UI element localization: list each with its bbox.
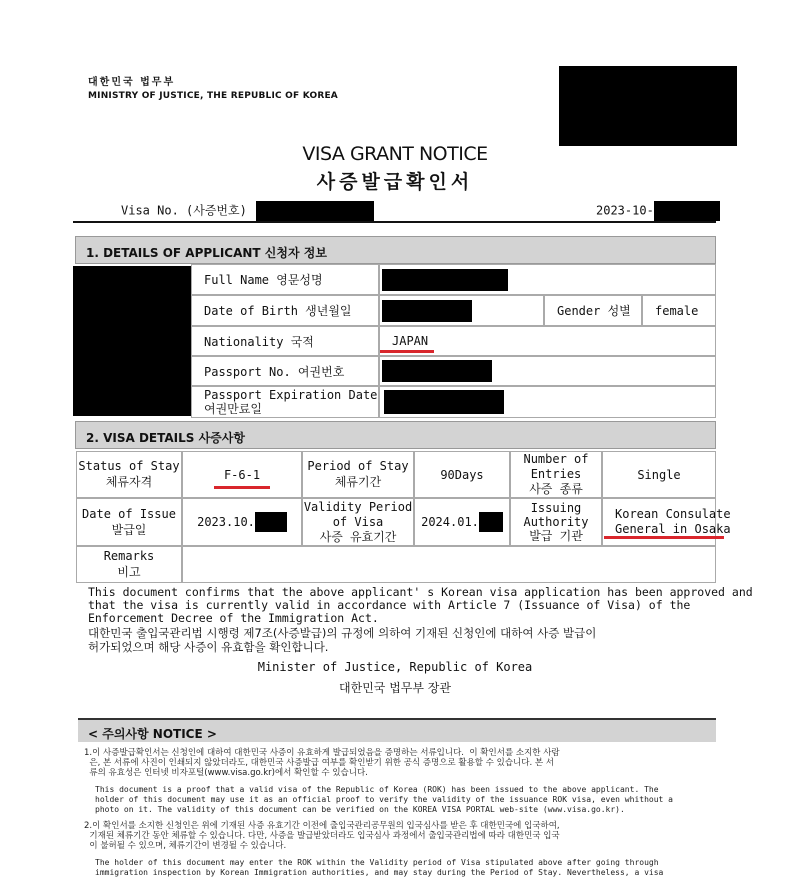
passport-expiration-label-en: Passport Expiration Date	[204, 388, 378, 402]
period-of-stay-label-ko: 체류기간	[334, 475, 382, 489]
statement-ko-line2: 허가되었으며 해당 사증이 유효함을 확인합니다.	[88, 640, 329, 654]
dob-redaction	[382, 300, 472, 322]
authority-label-ko: 발급 기관	[529, 529, 583, 543]
validity-label-ko: 사증 유효기간	[319, 529, 397, 544]
ministry-name-korean: 대한민국 법무부	[88, 77, 176, 88]
authority-label-line1: Issuing	[530, 501, 582, 515]
statement-en-line1: This document confirms that the above applicant' s Korean visa application has been approved and	[88, 585, 753, 599]
title-english: VISA GRANT NOTICE	[302, 143, 488, 165]
validity-text: 2024.01.	[421, 515, 479, 529]
section-applicant-heading: 1. DETAILS OF APPLICANT 신청자 정보	[75, 236, 716, 264]
date-of-issue-redaction	[255, 512, 287, 532]
entries-value: Single	[602, 451, 716, 498]
visa-number-redaction	[256, 201, 374, 221]
nationality-label: Nationality 국적	[191, 326, 379, 356]
section-visa-heading: 2. VISA DETAILS 사증사항	[75, 421, 716, 449]
issue-date-top	[596, 201, 720, 221]
gender-value: female	[642, 295, 716, 326]
remarks-label	[76, 546, 182, 583]
date-of-issue-label	[76, 498, 182, 546]
authority-value-line1: Korean Consulate	[615, 507, 731, 521]
notice-2-ko-line3: 이 불허될 수 있으며, 체류기간이 변경될 수 있습니다.	[84, 841, 287, 851]
date-of-issue-value	[182, 498, 302, 546]
notice-2-ko-line2: 기재된 체류기간 동안 체류할 수 있습니다. 다만, 사증을 발급받았더라도 입국심사 과정에서 출입국관리법에 따라 대한민국 입국	[84, 831, 560, 841]
notice-1-en-line2: holder of this document may use it as an official proof to verify the validity of the issuance ROK visa, even whithout a	[95, 795, 673, 804]
notice-2-ko-line1: 2.이 확인서를 소지한 신청인은 위에 기재된 사증 유효기간 이전에 출입국관리공무원의 입국심사를 받은 후 대한민국에 입국하여,	[84, 821, 560, 831]
visa-number	[121, 201, 374, 221]
passport-label: Passport No. 여권번호	[191, 356, 379, 386]
authority-label-line2: Authority	[523, 515, 589, 529]
nationality-value: JAPAN	[379, 326, 716, 356]
passport-redaction	[382, 360, 492, 382]
entries-label-ko: 사증 종류	[529, 482, 583, 496]
period-of-stay-value: 90Days	[414, 451, 510, 498]
validity-label-line2: of Visa	[332, 514, 384, 529]
photo-redacted	[73, 266, 191, 416]
status-of-stay-value: F-6-1	[182, 451, 302, 498]
entries-label	[510, 451, 602, 498]
validity-redaction	[479, 512, 503, 532]
gender-label: Gender 성별	[544, 295, 642, 326]
header-divider	[73, 221, 716, 223]
status-of-stay-label-en: Status of Stay	[78, 459, 180, 473]
entries-label-line2: Entries	[530, 467, 582, 481]
nationality-highlight	[380, 350, 434, 353]
status-of-stay-label	[76, 451, 182, 498]
notice-heading: < 주의사항 NOTICE >	[78, 718, 716, 742]
remarks-label-en: Remarks	[103, 549, 155, 563]
notice-1-ko-line3: 류의 유효성은 인터넷 비자포털(www.visa.go.kr)에서 확인할 수 있습니다.	[84, 768, 368, 778]
validity-label-line1: Validity Period	[303, 499, 413, 514]
validity-value	[414, 498, 510, 546]
dob-value	[379, 295, 544, 326]
validity-label	[302, 498, 414, 546]
issue-date-prefix: 2023-10-	[596, 203, 654, 218]
ministry-name-english: MINISTRY OF JUSTICE, THE REPUBLIC OF KOREA	[88, 91, 338, 101]
notice-1-en-line3: photo on it. The validity of this document can be verified on the KOREA VISA PORTAL web-site (www.visa.go.kr).	[95, 805, 625, 814]
passport-expiration-value	[379, 386, 716, 418]
authority-value-line2: General in Osaka	[615, 522, 731, 536]
full-name-value	[379, 264, 716, 295]
full-name-label: Full Name 영문성명	[191, 264, 379, 295]
remarks-value	[182, 546, 716, 583]
status-of-stay-label-ko: 체류자격	[105, 475, 153, 489]
barcode-redacted	[559, 66, 737, 146]
statement-en-line2: that the visa is currently valid in accordance with Article 7 (Issuance of Visa) of the	[88, 598, 691, 612]
signature-ko: 대한민국 법무부 장관	[339, 681, 451, 695]
full-name-redaction	[382, 269, 508, 291]
status-highlight	[214, 486, 270, 489]
issue-date-redaction	[654, 201, 720, 221]
notice-1-en-line1: This document is a proof that a valid visa of the Republic of Korea (ROK) has been issued to the above applicant. The	[95, 785, 659, 794]
statement-en-line3: Enforcement Decree of the Immigration Act.	[88, 611, 379, 625]
date-of-issue-text: 2023.10.	[197, 515, 255, 529]
signature-en: Minister of Justice, Republic of Korea	[257, 660, 533, 674]
passport-value	[379, 356, 716, 386]
remarks-label-ko: 비고	[117, 565, 141, 579]
passport-expiration-redaction	[384, 390, 504, 414]
statement-ko-line1: 대한민국 출입국관리법 시행령 제7조(사증발급)의 규정에 의하여 기재된 신청인에 대하여 사증 발급이	[88, 626, 597, 640]
period-of-stay-label-en: Period of Stay	[307, 459, 409, 473]
dob-label: Date of Birth 생년월일	[191, 295, 379, 326]
passport-expiration-label-ko: 여권만료일	[204, 402, 262, 416]
authority-label	[510, 498, 602, 546]
period-of-stay-label	[302, 451, 414, 498]
date-of-issue-label-ko: 발급일	[111, 522, 147, 537]
entries-label-line1: Number of	[523, 452, 589, 466]
notice-1-ko-line2: 은, 본 서류에 사진이 인쇄되지 않았더라도, 대한민국 사증발급 여부를 확인받기 위한 공식 증명으로 활용할 수 있습니다. 본 서	[84, 758, 554, 768]
passport-expiration-label	[191, 386, 379, 418]
notice-2-en-line1: The holder of this document may enter the ROK within the Validity period of Visa stipulated above after going through	[95, 858, 659, 867]
authority-highlight	[604, 536, 724, 539]
notice-1-ko-line1: 1.이 사증발급확인서는 신청인에 대하여 대한민국 사증이 유효하게 발급되었음을 증명하는 서류입니다. 이 확인서를 소지한 사람	[84, 748, 560, 758]
title-korean: 사증발급확인서	[316, 171, 474, 193]
date-of-issue-label-en: Date of Issue	[82, 506, 176, 521]
notice-2-en-line2: immigration inspection by Korean Immigration authorities, and may stay during the Period of Stay. Nevertheless, a visa	[95, 868, 664, 877]
visa-number-label: Visa No. (사증번호)	[121, 203, 247, 218]
